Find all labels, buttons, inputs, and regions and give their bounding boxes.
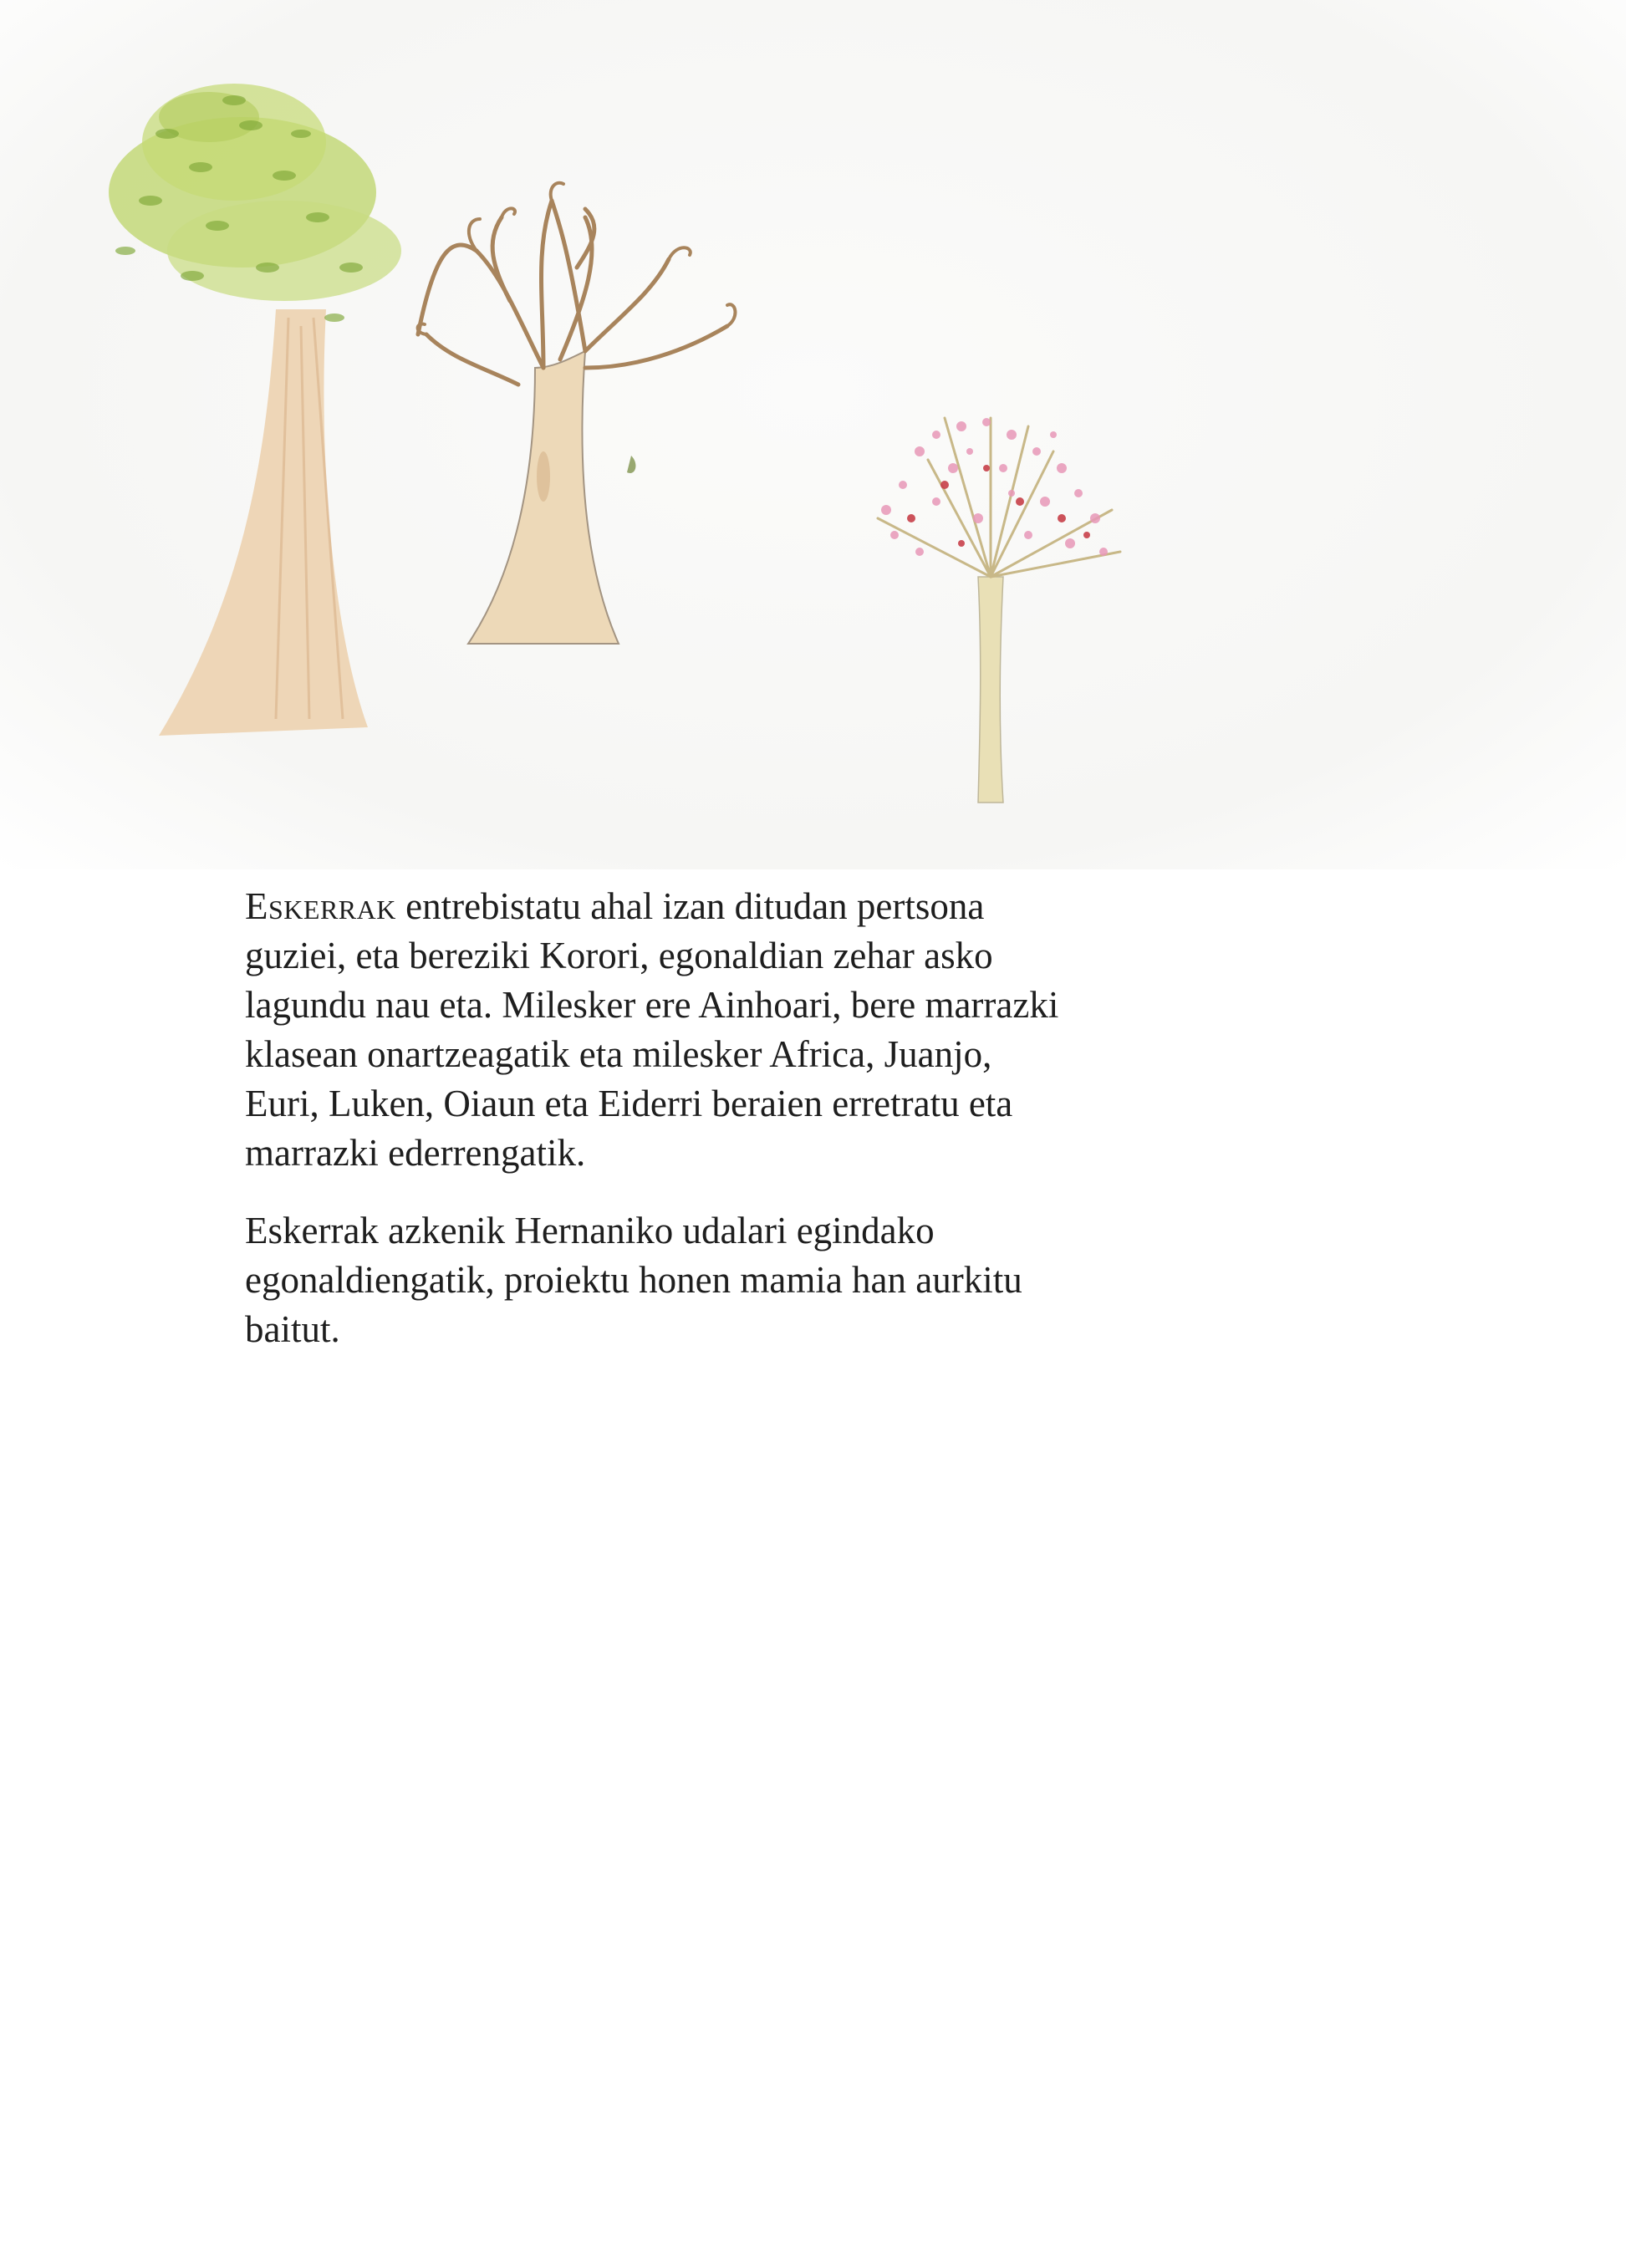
bare-tree: [418, 183, 736, 644]
acknowledgements-text: [245, 882, 1064, 1383]
blossom-tree: [878, 418, 1120, 803]
leafy-tree: [109, 84, 401, 736]
paragraph-1-body: entrebistatu ahal izan ditudan pertsona guziei, eta bereziki Korori, egonaldian zehar asko lagundu nau eta. Milesker ere Ainhoari, bere marrazki klasean onartzeagatik eta milesker Africa, Juanjo, Euri, Luken, Oiaun eta Eiderri beraien erretratu eta marrazki ederrengatik.: [245, 885, 1059, 1174]
tree-illustration: [0, 0, 1626, 869]
paragraph-1: [245, 882, 1064, 1178]
trees-drawing: [0, 0, 1626, 869]
paragraph-2: Eskerrak azkenik Hernaniko udalari egindako egonaldiengatik, proiektu honen mamia han aurkitu baitut.: [245, 1210, 1022, 1350]
lead-word: Eskerrak: [245, 885, 396, 927]
